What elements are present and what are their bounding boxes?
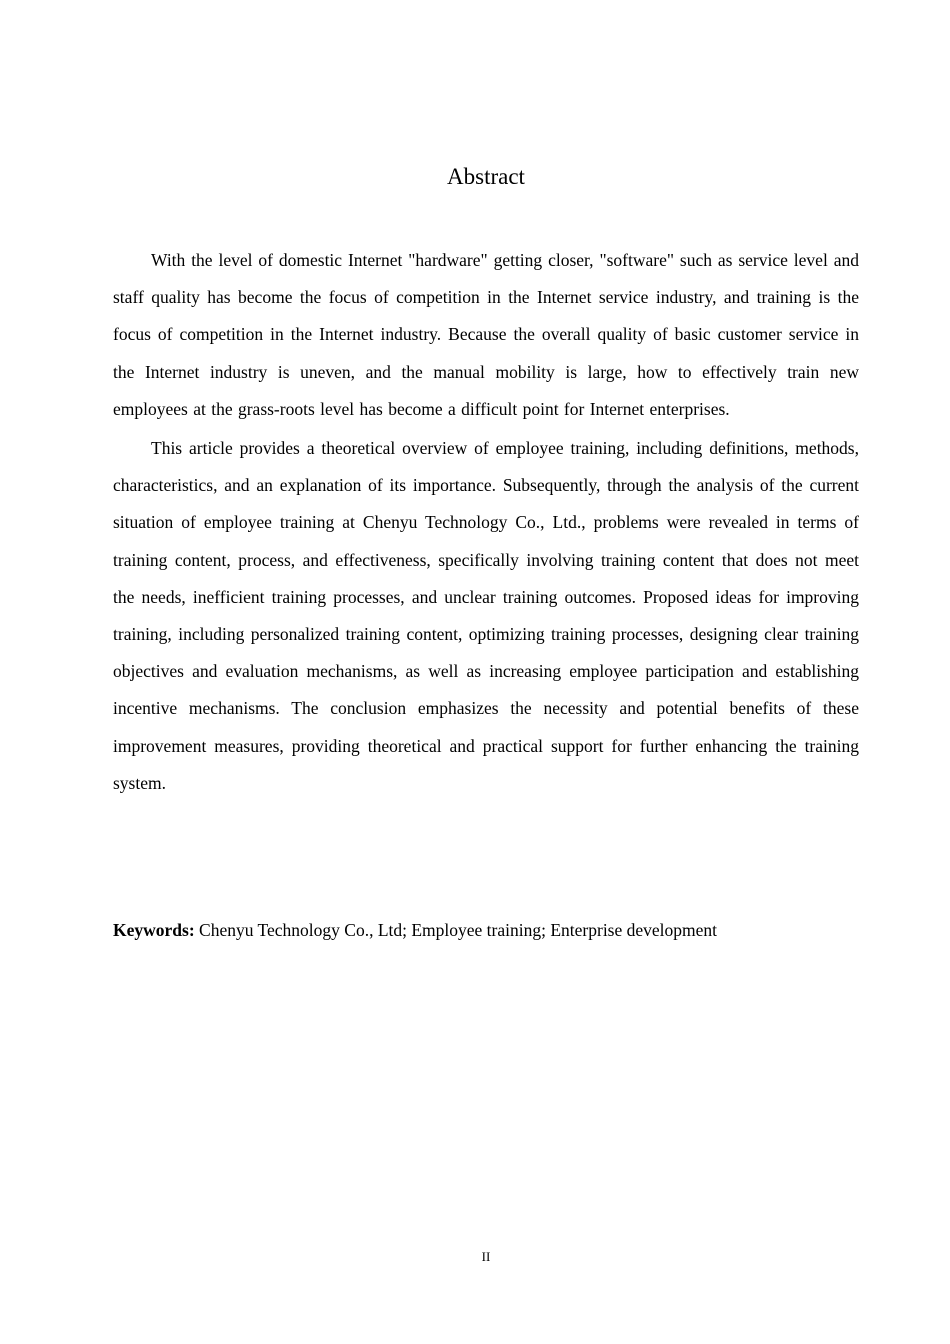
abstract-body: [113, 242, 859, 804]
abstract-paragraph-2: This article provides a theoretical overview of employee training, including definitions, methods, characteristics, and an explanation of its importance. Subsequently, through the analysis of the current situation of employee training at Chenyu Technology Co., Ltd., problems were revealed in terms of training content, process, and effectiveness, specifically involving training content that does not meet the needs, inefficient training processes, and unclear training outcomes. Proposed ideas for improving training, including personalized training content, optimizing training processes, designing clear training objectives and evaluation mechanisms, as well as increasing employee participation and establishing incentive mechanisms. The conclusion emphasizes the necessity and potential benefits of these improvement measures, providing theoretical and practical support for further enhancing the training system.: [113, 438, 859, 793]
keywords-text: Chenyu Technology Co., Ltd; Employee training; Enterprise development: [199, 920, 718, 940]
abstract-title: Abstract: [447, 164, 525, 189]
keywords-label: Keywords:: [113, 920, 195, 940]
keywords-line: [113, 915, 873, 945]
page-number: II: [481, 1249, 491, 1264]
abstract-paragraph-1: With the level of domestic Internet "hardware" getting closer, "software" such as service level and staff quality has become the focus of competition in the Internet service industry, and training is the focus of competition in the Internet industry. Because the overall quality of basic customer service in the Internet industry is uneven, and the manual mobility is large, how to effectively train new employees at the grass-roots level has become a difficult point for Internet enterprises.: [113, 250, 859, 419]
